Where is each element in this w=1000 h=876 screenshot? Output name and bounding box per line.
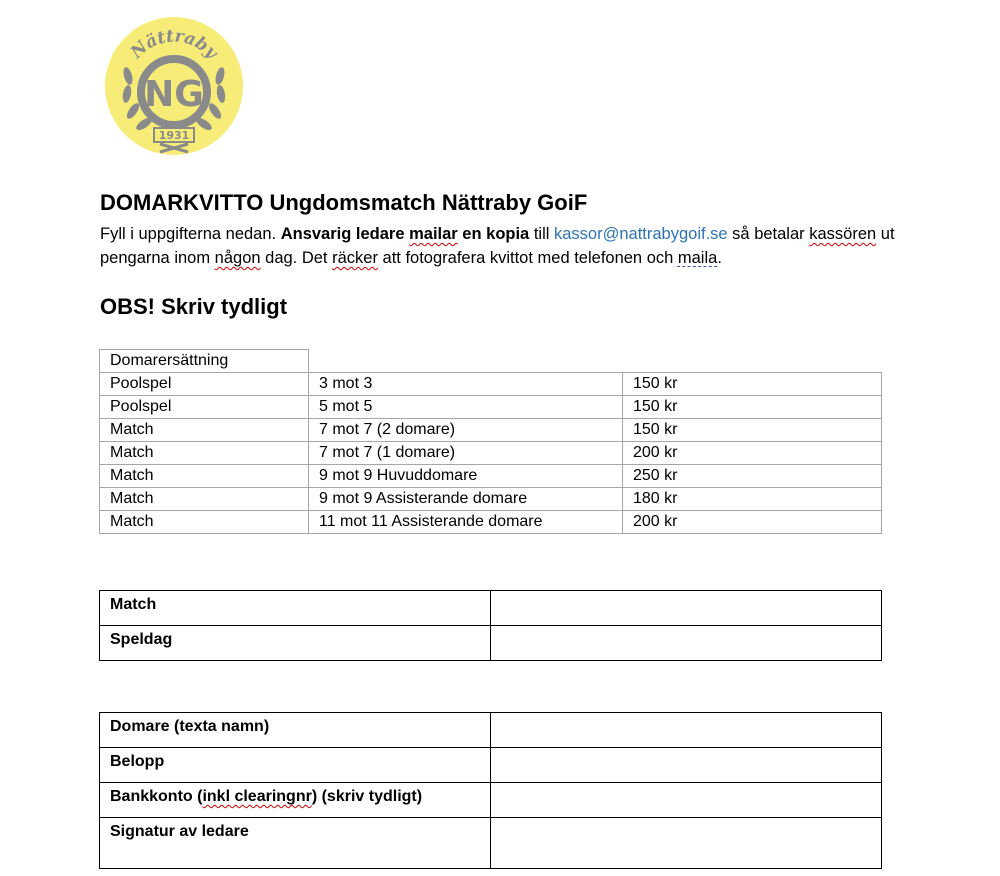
fee-format: 7 mot 7 (1 domare) bbox=[309, 442, 623, 465]
signatur-label: Signatur av ledare bbox=[100, 818, 491, 869]
page-title: DOMARKVITTO Ungdomsmatch Nättraby GoiF bbox=[100, 190, 588, 215]
fee-amount: 150 kr bbox=[623, 373, 882, 396]
belopp-field[interactable] bbox=[491, 748, 882, 783]
fee-format: 9 mot 9 Assisterande domare bbox=[309, 488, 623, 511]
table-row bbox=[100, 748, 882, 783]
table-row bbox=[100, 591, 882, 626]
bankkonto-field[interactable] bbox=[491, 783, 882, 818]
fee-type: Match bbox=[100, 419, 309, 442]
fee-table bbox=[99, 349, 882, 534]
table-row bbox=[100, 818, 882, 869]
email-link[interactable]: kassor@nattrabygoif.se bbox=[554, 225, 728, 243]
fee-amount: 200 kr bbox=[623, 442, 882, 465]
belopp-label: Belopp bbox=[100, 748, 491, 783]
fee-format: 3 mot 3 bbox=[309, 373, 623, 396]
logo-monogram: NG bbox=[144, 74, 204, 115]
fee-amount: 250 kr bbox=[623, 465, 882, 488]
table-row bbox=[100, 713, 882, 748]
referee-form bbox=[99, 712, 882, 869]
table-row bbox=[100, 396, 882, 419]
speldag-label: Speldag bbox=[100, 626, 491, 661]
fee-type: Match bbox=[100, 488, 309, 511]
table-row bbox=[100, 511, 882, 534]
intro-text: Fyll i uppgifterna nedan. Ansvarig ledare mailar en kopia till kassor@nattrabygoif.se så betalar kassören ut pengarna inom någon dag. Det räcker att fotografera kvittot med telefonen och maila. bbox=[100, 225, 895, 267]
table-row bbox=[100, 488, 882, 511]
table-row bbox=[100, 373, 882, 396]
fee-amount: 200 kr bbox=[623, 511, 882, 534]
fee-format: 5 mot 5 bbox=[309, 396, 623, 419]
match-field[interactable] bbox=[491, 591, 882, 626]
fee-format: 9 mot 9 Huvuddomare bbox=[309, 465, 623, 488]
fee-table-header: Domarersättning bbox=[100, 350, 309, 373]
logo-year: 1931 bbox=[158, 129, 190, 142]
table-row bbox=[100, 626, 882, 661]
match-label: Match bbox=[100, 591, 491, 626]
fee-amount: 150 kr bbox=[623, 419, 882, 442]
table-row bbox=[100, 442, 882, 465]
table-row bbox=[100, 783, 882, 818]
fee-format: 11 mot 11 Assisterande domare bbox=[309, 511, 623, 534]
fee-type: Match bbox=[100, 511, 309, 534]
table-row bbox=[100, 419, 882, 442]
fee-amount: 150 kr bbox=[623, 396, 882, 419]
logo-arc-text: Nättraby bbox=[126, 26, 222, 63]
match-form bbox=[99, 590, 882, 661]
fee-type: Poolspel bbox=[100, 396, 309, 419]
fee-type: Match bbox=[100, 465, 309, 488]
table-row bbox=[100, 465, 882, 488]
bankkonto-label: Bankkonto (inkl clearingnr) (skriv tydligt) bbox=[100, 783, 491, 818]
fee-table-header-row bbox=[100, 350, 882, 373]
fee-amount: 180 kr bbox=[623, 488, 882, 511]
obs-heading: OBS! Skriv tydligt bbox=[100, 294, 288, 319]
speldag-field[interactable] bbox=[491, 626, 882, 661]
domare-label: Domare (texta namn) bbox=[100, 713, 491, 748]
club-logo bbox=[104, 16, 244, 156]
domare-field[interactable] bbox=[491, 713, 882, 748]
fee-format: 7 mot 7 (2 domare) bbox=[309, 419, 623, 442]
fee-type: Match bbox=[100, 442, 309, 465]
fee-type: Poolspel bbox=[100, 373, 309, 396]
signatur-field[interactable] bbox=[491, 818, 882, 869]
